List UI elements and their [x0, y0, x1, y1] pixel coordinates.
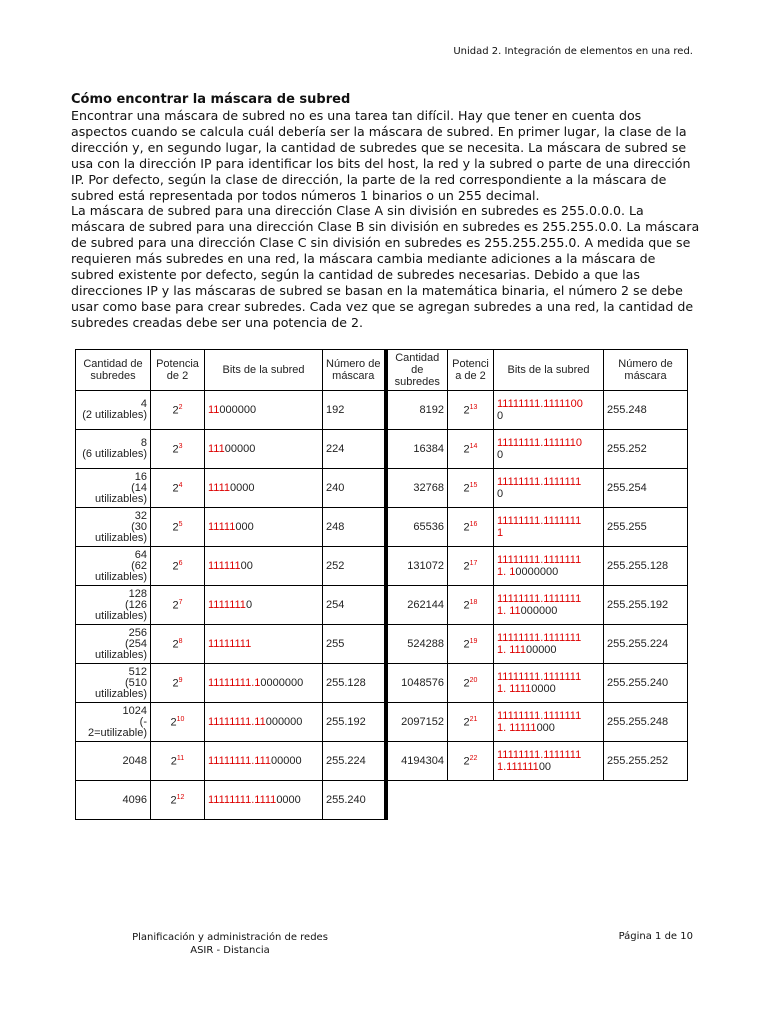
power-base: 2 [463, 404, 470, 417]
bits-line-1 [497, 398, 600, 410]
subnet-count: 128 [128, 587, 147, 600]
power-base: 2 [172, 443, 179, 456]
bits-ones: 1111 [208, 482, 231, 494]
subnet-count-cell [76, 547, 151, 586]
bits-ones: 1.111111 [497, 761, 539, 773]
mask-cell: 255.192 [323, 703, 386, 742]
power-base: 2 [172, 560, 179, 573]
bits-zeros: 000 [235, 521, 254, 533]
bits-ones: 11111111.1111111 [497, 632, 582, 644]
subnet-count-cell: 65536 [386, 508, 448, 547]
power-exponent: 20 [469, 676, 478, 684]
table-row [76, 391, 688, 430]
bits-ones: 11111111.1111111 [497, 710, 582, 722]
subnet-count: 8 [140, 437, 147, 449]
subnet-count-cell: 2097152 [386, 703, 448, 742]
mask-cell: 255.255 [604, 508, 688, 547]
bits-line-2 [497, 566, 600, 578]
bits-line-2 [497, 605, 600, 617]
power-base: 2 [463, 560, 470, 573]
subnet-count-cell: 16384 [386, 430, 448, 469]
usable-note: (6 utilizables) [82, 448, 147, 460]
bits-ones: 1 [497, 527, 504, 539]
power-base: 2 [170, 794, 177, 807]
bits-ones: 11111111.1111111 [497, 554, 582, 566]
power-cell [151, 703, 205, 742]
bits-line-2 [497, 644, 600, 656]
power-exponent: 12 [176, 793, 185, 801]
usable-note: (- 2=utilizable) [87, 715, 147, 739]
subnet-count: 4 [140, 398, 147, 410]
power-base: 2 [172, 677, 179, 690]
subnet-bits-cell [494, 469, 604, 508]
subnet-count-cell [76, 664, 151, 703]
power-base: 2 [170, 755, 177, 768]
subnet-bits-cell [494, 391, 604, 430]
mask-cell: 255.254 [604, 469, 688, 508]
subnet-count: 16 [134, 470, 147, 483]
bits-ones: 11111111.1111111 [497, 593, 582, 605]
subnet-count: 512 [128, 665, 147, 678]
footer-program: ASIR - Distancia [190, 945, 270, 956]
usable-note: (254 utilizables) [95, 637, 147, 661]
bits-zeros: 000000 [265, 716, 303, 728]
bits-ones: 11111111.1111111 [497, 515, 582, 527]
bits-zeros: 00 [240, 560, 253, 572]
subnet-bits-cell [205, 586, 323, 625]
bits-zeros: 0000 [531, 683, 556, 695]
power-cell [151, 781, 205, 820]
power-cell [151, 469, 205, 508]
table-row [76, 547, 688, 586]
bits-line-1 [497, 632, 600, 644]
bits-ones: 11111111.1111100 [497, 398, 583, 410]
power-base: 2 [463, 677, 470, 690]
bits-ones: 1111111 [208, 599, 246, 611]
table-row [76, 781, 688, 820]
table-row [76, 664, 688, 703]
mask-cell: 255 [323, 625, 386, 664]
bits-ones: 1. 1111 [497, 683, 532, 695]
bits-ones: 11111111.11 [208, 716, 266, 728]
mask-cell: 255.255.248 [604, 703, 688, 742]
subnet-count-cell [76, 586, 151, 625]
power-base: 2 [172, 404, 179, 417]
bits-zeros: 0000 [230, 482, 255, 494]
power-base: 2 [463, 755, 470, 768]
mask-cell: 255.255.192 [604, 586, 688, 625]
bits-zeros: 0 [497, 488, 504, 500]
bits-ones: 1. 1 [497, 566, 516, 578]
bits-line-1 [497, 515, 600, 527]
body-text [71, 108, 701, 331]
bits-line-1 [497, 593, 600, 605]
bits-zeros: 000000 [520, 605, 558, 617]
subnet-bits-cell [205, 430, 323, 469]
subnet-count-cell [76, 703, 151, 742]
power-base: 2 [463, 521, 470, 534]
power-cell [448, 703, 494, 742]
subnet-bits-cell [205, 469, 323, 508]
subnet-count-cell [76, 781, 151, 820]
power-base: 2 [172, 638, 179, 651]
subnet-count-cell: 4194304 [386, 742, 448, 781]
bits-line-2 [497, 761, 600, 773]
subnet-bits-cell [205, 742, 323, 781]
usable-note: (62 utilizables) [95, 559, 147, 583]
mask-cell: 192 [323, 391, 386, 430]
subnet-count: 2048 [122, 754, 147, 767]
bits-zeros: 00000 [271, 755, 302, 767]
mask-cell: 255.224 [323, 742, 386, 781]
bits-line-1 [497, 671, 600, 683]
table-row [76, 508, 688, 547]
mask-cell: 240 [323, 469, 386, 508]
power-cell [448, 625, 494, 664]
subnet-bits-cell [494, 625, 604, 664]
subnet-bits-cell [205, 547, 323, 586]
bits-ones: 11111111.111 [208, 755, 272, 767]
bits-line-2 [497, 683, 600, 695]
header-cell: Número de máscara [323, 350, 386, 391]
power-base: 2 [463, 443, 470, 456]
power-cell [151, 742, 205, 781]
power-exponent: 15 [469, 481, 478, 489]
bits-zeros: 0 [497, 410, 504, 422]
usable-note: (126 utilizables) [95, 598, 147, 622]
power-cell [151, 625, 205, 664]
subnet-bits-cell [205, 703, 323, 742]
power-exponent: 4 [178, 481, 183, 489]
mask-cell: 255.248 [604, 391, 688, 430]
usable-note: (2 utilizables) [82, 409, 147, 421]
power-exponent: 11 [176, 754, 185, 762]
bits-ones: 11111111.1111111 [497, 476, 582, 488]
bits-zeros: 0 [245, 599, 253, 611]
power-exponent: 18 [469, 598, 478, 606]
subnet-bits-cell [205, 508, 323, 547]
power-exponent: 9 [178, 676, 183, 684]
subnet-count: 32 [134, 509, 147, 522]
power-cell [448, 430, 494, 469]
header-cell: Cantidad de subredes [76, 350, 151, 391]
power-exponent: 19 [469, 637, 478, 645]
bits-line-2 [497, 488, 600, 500]
power-exponent: 17 [469, 559, 478, 567]
mask-cell: 255.240 [323, 781, 386, 820]
bits-ones: 1. 11111 [497, 722, 537, 734]
bits-ones: 111111 [208, 560, 241, 572]
bits-zeros: 0000 [276, 794, 301, 806]
bits-ones: 11111111.1111111 [497, 671, 582, 683]
subnet-count-cell: 8192 [386, 391, 448, 430]
bits-ones: 1. 11 [497, 605, 521, 617]
subnet-bits-cell [494, 430, 604, 469]
bits-zeros: 00000 [525, 644, 557, 656]
bits-ones: 11111111.1111111 [497, 749, 582, 761]
mask-cell: 248 [323, 508, 386, 547]
power-exponent: 16 [469, 520, 478, 528]
footer-course-name: Planificación y administración de redes [132, 932, 328, 943]
bits-zeros: 00 [538, 761, 552, 773]
power-cell [151, 508, 205, 547]
table-row [76, 703, 688, 742]
table-row [76, 742, 688, 781]
mask-cell: 255.255.240 [604, 664, 688, 703]
header-cell: Cantidad de subredes [386, 350, 448, 391]
header-cell: Número de máscara [604, 350, 688, 391]
power-cell [448, 469, 494, 508]
bits-ones: 11111111.1111110 [497, 437, 583, 449]
power-exponent: 22 [469, 754, 478, 762]
subnet-bits-cell [494, 664, 604, 703]
usable-note: (30 utilizables) [95, 520, 147, 544]
power-cell [151, 664, 205, 703]
mask-cell: 224 [323, 430, 386, 469]
subnet-count: 64 [134, 548, 147, 561]
subnet-count: 4096 [122, 793, 147, 806]
bits-line-2 [497, 410, 600, 422]
subnet-table [75, 349, 688, 820]
power-exponent: 5 [178, 520, 183, 528]
usable-note: (510 utilizables) [95, 676, 147, 700]
table-row [76, 625, 688, 664]
footer-page-number: Página 1 de 10 [618, 931, 693, 942]
power-base: 2 [172, 482, 179, 495]
bits-ones: 1. 111 [497, 644, 526, 656]
mask-cell: 255.252 [604, 430, 688, 469]
section-title: Cómo encontrar la máscara de subred [71, 92, 351, 107]
mask-cell: 252 [323, 547, 386, 586]
subnet-bits-cell [205, 625, 323, 664]
power-cell [151, 586, 205, 625]
subnet-count: 256 [128, 626, 147, 639]
subnet-count-cell: 131072 [386, 547, 448, 586]
power-exponent: 8 [178, 637, 183, 645]
subnet-count-cell: 524288 [386, 625, 448, 664]
subnet-count-cell [76, 469, 151, 508]
bits-zeros: 0000000 [515, 566, 559, 578]
bits-line-1 [497, 749, 600, 761]
header-cell: Bits de la subred [205, 350, 323, 391]
power-cell [448, 664, 494, 703]
power-base: 2 [172, 521, 179, 534]
header-cell: Potencia de 2 [151, 350, 205, 391]
mask-cell: 255.255.252 [604, 742, 688, 781]
bits-ones: 11111111.1 [208, 677, 261, 689]
subnet-bits-cell [494, 508, 604, 547]
bits-zeros: 0 [497, 449, 504, 461]
subnet-bits-cell [205, 664, 323, 703]
bits-line-1 [497, 437, 600, 449]
bits-line-1 [497, 476, 600, 488]
power-exponent: 2 [178, 403, 183, 411]
power-base: 2 [170, 716, 177, 729]
power-base: 2 [463, 482, 470, 495]
power-cell [448, 742, 494, 781]
subnet-bits-cell [494, 742, 604, 781]
subnet-count-cell [76, 391, 151, 430]
bits-ones: 11111111.1111 [208, 794, 277, 806]
subnet-bits-cell [205, 781, 323, 820]
power-base: 2 [463, 716, 470, 729]
power-exponent: 21 [469, 715, 478, 723]
power-exponent: 6 [178, 559, 183, 567]
power-exponent: 10 [176, 715, 185, 723]
power-exponent: 14 [469, 442, 478, 450]
subnet-bits-cell [494, 586, 604, 625]
subnet-count-cell: 262144 [386, 586, 448, 625]
empty-cell [386, 781, 688, 820]
paragraph-2: La máscara de subred para una dirección Clase A sin división en subredes es 255.0.0.0. La máscara de subred para una dirección Clase B sin división en subredes es 255.255.0.0. La máscara de subred para una dirección Clase C sin división en subredes es 255.255.255.0. A medida que se requieren más subredes en una red, la máscara cambia mediante adiciones a la máscara de subred existente por defecto, según la cantidad de subredes necesarias. Debido a que las direcciones IP y las máscaras de subred se basan en la matemática binaria, el número 2 se debe usar como base para crear subredes. Cada vez que se agregan subredes a una red, la cantidad de subredes creadas debe ser una potencia de 2. [71, 203, 700, 330]
page-header: Unidad 2. Integración de elementos en una red. [453, 46, 693, 57]
subnet-count-cell: 1048576 [386, 664, 448, 703]
bits-ones: 11111 [208, 521, 236, 533]
power-cell [151, 391, 205, 430]
mask-cell: 255.255.128 [604, 547, 688, 586]
power-exponent: 3 [178, 442, 183, 450]
bits-ones: 111 [208, 443, 225, 455]
paragraph-1: Encontrar una máscara de subred no es una tarea tan difícil. Hay que tener en cuenta dos aspectos cuando se calcula cuál debería ser la máscara de subred. En primer lugar, la clase de la dirección y, en segundo lugar, la cantidad de subredes que se necesita. La máscara de subred se usa con la dirección IP para identificar los bits del host, la red y la subred o parte de una dirección IP. Por defecto, según la clase de dirección, la parte de la red correspondiente a la máscara de subred está representada por todos números 1 binarios o un 255 decimal. [71, 108, 691, 203]
power-base: 2 [172, 599, 179, 612]
power-cell [151, 430, 205, 469]
bits-zeros: 000000 [219, 404, 257, 416]
power-exponent: 7 [178, 598, 183, 606]
subnet-count-cell [76, 742, 151, 781]
mask-cell: 254 [323, 586, 386, 625]
subnet-bits-cell [494, 703, 604, 742]
header-cell: Potenci a de 2 [448, 350, 494, 391]
bits-line-2 [497, 722, 600, 734]
subnet-bits-cell [494, 547, 604, 586]
usable-note: (14 utilizables) [95, 481, 147, 505]
header-cell: Bits de la subred [494, 350, 604, 391]
subnet-count-cell [76, 625, 151, 664]
bits-line-1 [497, 710, 600, 722]
bits-zeros: 00000 [224, 443, 256, 455]
table-header-row [76, 350, 688, 391]
power-cell [448, 391, 494, 430]
power-cell [448, 508, 494, 547]
bits-line-2 [497, 449, 600, 461]
footer-course [130, 931, 330, 957]
bits-zeros: 0000000 [260, 677, 304, 689]
bits-line-2 [497, 527, 600, 539]
power-base: 2 [463, 599, 470, 612]
bits-ones: 11111111 [208, 638, 252, 650]
bits-ones: 11 [208, 404, 220, 416]
power-cell [448, 547, 494, 586]
table-row [76, 430, 688, 469]
subnet-bits-cell [205, 391, 323, 430]
subnet-count-cell [76, 508, 151, 547]
table-row [76, 469, 688, 508]
subnet-count-cell [76, 430, 151, 469]
power-exponent: 13 [469, 403, 478, 411]
mask-cell: 255.128 [323, 664, 386, 703]
bits-line-1 [497, 554, 600, 566]
power-base: 2 [463, 638, 470, 651]
power-cell [151, 547, 205, 586]
table-row [76, 586, 688, 625]
subnet-count-cell: 32768 [386, 469, 448, 508]
mask-cell: 255.255.224 [604, 625, 688, 664]
bits-zeros: 000 [536, 722, 555, 734]
subnet-count: 1024 [122, 704, 147, 717]
power-cell [448, 586, 494, 625]
